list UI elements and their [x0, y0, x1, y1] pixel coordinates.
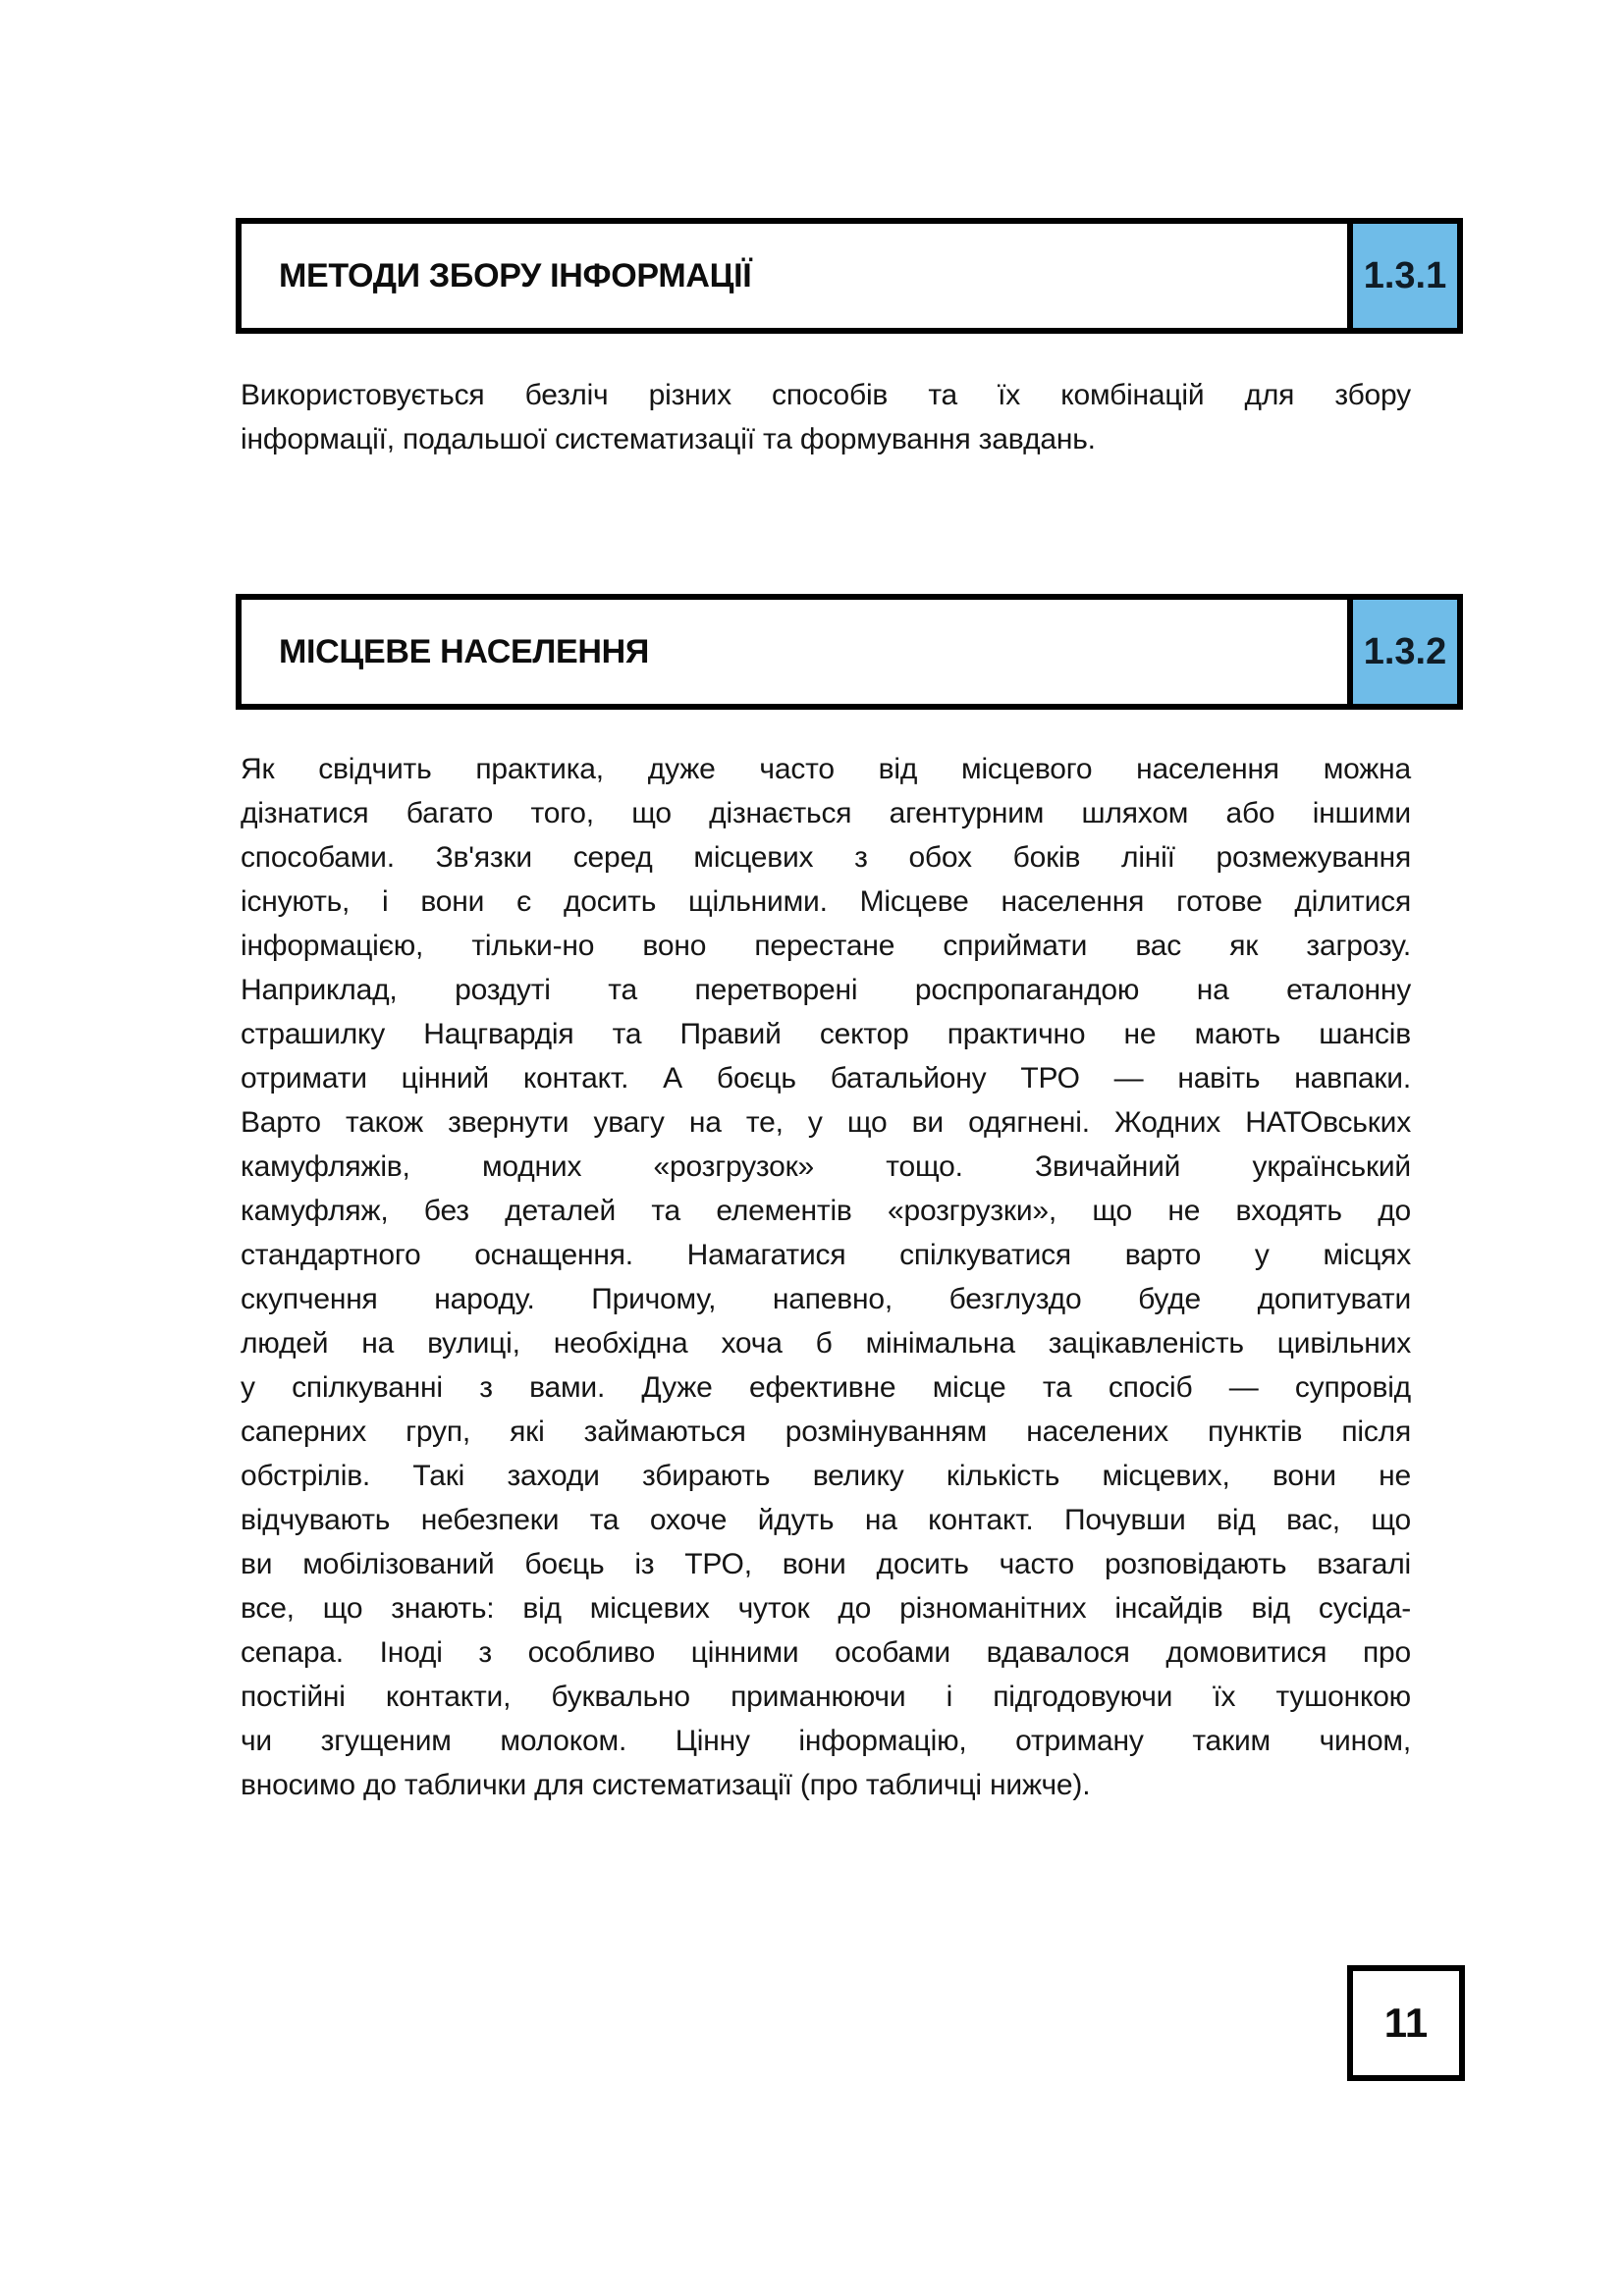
text-line: способами. Зв'язки серед місцевих з обох боків лінії розмежування: [241, 841, 1411, 874]
paragraph-local-population: [241, 747, 1411, 1807]
text-line: саперних груп, які займаються розмінуванням населених пунктів після: [241, 1415, 1411, 1448]
text-line: постійні контакти, буквально приманюючи і підгодовуючи їх тушонкою: [241, 1681, 1411, 1713]
text-line: скупчення народу. Причому, напевно, безглуздо буде допитувати: [241, 1283, 1411, 1315]
text-line: Використовується безліч різних способів та їх комбінацій для збору: [241, 379, 1411, 411]
text-line: камуфляж, без деталей та елементів «розгрузки», що не входять до: [241, 1195, 1411, 1227]
text-line: сепара. Іноді з особливо цінними особами вдавалося домовитися про: [241, 1636, 1411, 1669]
text-line: вносимо до таблички для систематизації (про табличці нижче).: [241, 1769, 1091, 1801]
section-header-local-population: [236, 594, 1463, 710]
section-number-badge: 1.3.1: [1347, 218, 1463, 334]
text-line: отримати цінний контакт. А боєць батальйону ТРО — навіть навпаки.: [241, 1062, 1411, 1095]
text-line: у спілкуванні з вами. Дуже ефективне місце та спосіб — супровід: [241, 1371, 1411, 1404]
section-header-methods: [236, 218, 1463, 334]
text-line: обстрілів. Такі заходи збирають велику кількість місцевих, вони не: [241, 1460, 1411, 1492]
text-line: дізнатися багато того, що дізнається агентурним шляхом або іншими: [241, 797, 1411, 829]
text-line: ви мобілізований боєць із ТРО, вони досить часто розповідають взагалі: [241, 1548, 1411, 1580]
text-line: Варто також звернути увагу на те, у що ви одягнені. Жодних НАТОвських: [241, 1106, 1411, 1139]
text-line: все, що знають: від місцевих чуток до різноманітних інсайдів від сусіда-: [241, 1592, 1411, 1625]
text-line: інформації, подальшої систематизації та формування завдань.: [241, 423, 1096, 455]
section-title: МЕТОДИ ЗБОРУ ІНФОРМАЦІЇ: [279, 256, 752, 294]
section-title-box: [236, 218, 1353, 334]
section-number-badge: 1.3.2: [1347, 594, 1463, 710]
text-line: людей на вулиці, необхідна хоча б мінімальна зацікавленість цивільних: [241, 1327, 1411, 1360]
text-line: Наприклад, роздуті та перетворені роспропагандою на еталонну: [241, 974, 1411, 1006]
page-number: 11: [1347, 1965, 1465, 2081]
text-line: інформацією, тільки-но воно перестане сприймати вас як загрозу.: [241, 930, 1411, 962]
section-title-box: [236, 594, 1353, 710]
paragraph-methods: [241, 373, 1411, 461]
text-line: відчувають небезпеки та охоче йдуть на контакт. Почувши від вас, що: [241, 1504, 1411, 1536]
text-line: Як свідчить практика, дуже часто від місцевого населення можна: [241, 753, 1411, 785]
text-line: камуфляжів, модних «розгрузок» тощо. Звичайний український: [241, 1150, 1411, 1183]
text-line: існують, і вони є досить щільними. Місцеве населення готове ділитися: [241, 885, 1411, 918]
text-line: страшилку Нацгвардія та Правий сектор практично не мають шансів: [241, 1018, 1411, 1050]
section-title: МІСЦЕВЕ НАСЕЛЕННЯ: [279, 632, 649, 670]
text-line: чи згущеним молоком. Цінну інформацію, отриману таким чином,: [241, 1725, 1411, 1757]
text-line: стандартного оснащення. Намагатися спілкуватися варто у місцях: [241, 1239, 1411, 1271]
